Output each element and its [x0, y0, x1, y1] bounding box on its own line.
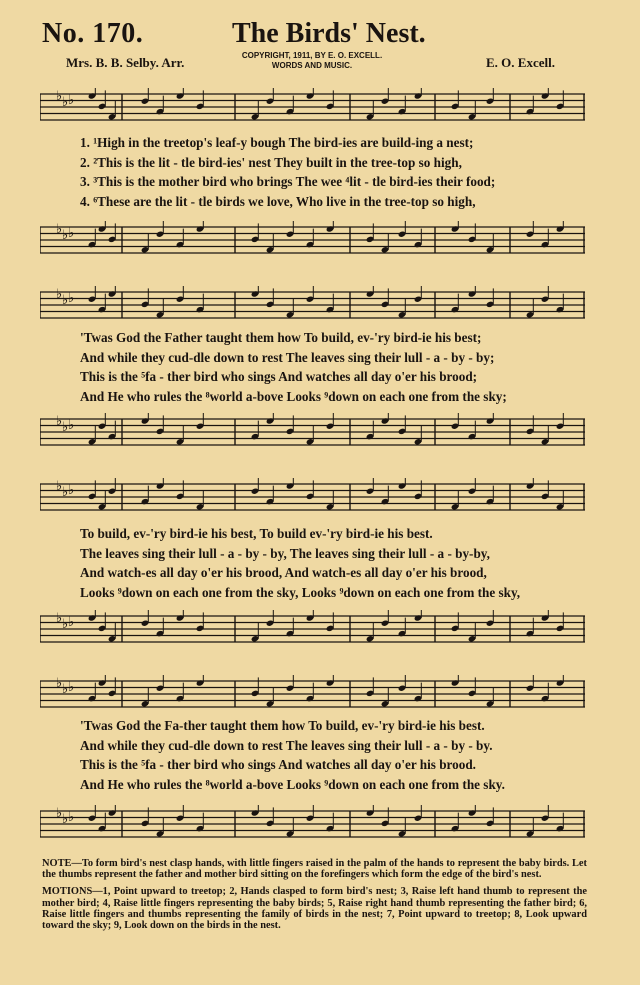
lyric-line: And while they cud-dle down to rest The leaves sing their lull - a - by - by; [80, 349, 495, 365]
lyric-line: And while they cud-dle down to rest The leaves sing their lull - a - by - by. [80, 737, 493, 753]
flat-sign: ♭ [68, 291, 75, 306]
flat-sign: ♭ [68, 483, 75, 498]
flat-sign: ♭ [56, 89, 63, 104]
lyric-line: And He who rules the ⁸world a-bove Looks ⁹down on each one from the sky. [80, 776, 505, 792]
lyric-line: The leaves sing their lull - a - by - by, The leaves sing their lull - a - by-by, [80, 545, 490, 561]
flat-sign: ♭ [56, 676, 63, 691]
flat-sign: ♭ [56, 222, 63, 237]
flat-sign: ♭ [68, 418, 75, 433]
lyric-line: 'Twas God the Fa-ther taught them how To build, ev-'ry bird-ie his best. [80, 718, 485, 733]
flat-sign: ♭ [62, 617, 69, 632]
flat-sign: ♭ [62, 812, 69, 827]
lyric-line: Looks ⁹down on each one from the sky, Looks ⁹down on each one from the sky, [80, 584, 521, 600]
lyric-line: This is the ⁵fa - ther bird who sings And watches all day o'er his brood; [80, 369, 478, 384]
motions-paragraph: MOTIONS—1, Point upward to treetop; 2, Hands clasped to form bird's nest; 3, Raise left hand thumb to represent the mother bird; 4, Raise little fingers representing the baby birds; 5, Raise right hand thumb representing the father bird; 6, Raise little fingers and thumbs representing the family of birds in the nest; 7, Point upward to treetop; 8, Look upward toward the sky; 9, Look down on the birds in the nest. [42, 886, 587, 932]
flat-sign: ♭ [62, 420, 69, 435]
lyric-line: And He who rules the ⁸world a-bove Looks ⁹down on each one from the sky; [80, 388, 507, 404]
copyright [222, 51, 402, 71]
flat-sign: ♭ [56, 287, 63, 302]
lyric-line: 4. ⁶These are the lit - tle birds we love, Who live in the tree-top so high, [80, 193, 476, 209]
lyric-line: 'Twas God the Father taught them how To build, ev-'ry bird-ie his best; [80, 330, 482, 345]
lyrics-block-4 [80, 716, 600, 794]
lyric-line: 3. ³This is the mother bird who brings The wee ⁴lit - tle bird-ies their food; [80, 174, 496, 189]
flat-sign: ♭ [68, 680, 75, 695]
treble-staff-2 [40, 286, 585, 326]
copyright-line-2: WORDS AND MUSIC. [271, 61, 353, 70]
lyrics-block-1 [80, 133, 600, 211]
arranger: Mrs. B. B. Selby. Arr. [66, 55, 185, 70]
flat-sign: ♭ [68, 810, 75, 825]
lyrics-block-2 [80, 328, 600, 406]
flat-sign: ♭ [62, 228, 69, 243]
flat-sign: ♭ [56, 806, 63, 821]
copyright-line-1: COPYRIGHT, 1911, BY E. O. EXCELL. [241, 51, 383, 60]
lyric-line: 1. ¹High in the treetop's leaf-y bough The bird-ies are build-ing a nest; [80, 135, 474, 150]
bass-staff-1 [40, 221, 585, 261]
hymn-title: The Birds' Nest. [232, 18, 426, 49]
treble-staff-1 [40, 88, 585, 128]
music-system-2 [40, 272, 585, 467]
lyrics-block-3 [80, 524, 600, 602]
treble-staff-3 [40, 478, 585, 518]
flat-sign: ♭ [68, 93, 75, 108]
music-system-3 [40, 466, 585, 661]
lyric-line: 2. ²This is the lit - tle bird-ies' nest They built in the tree-top so high, [80, 154, 462, 170]
bass-staff-3 [40, 610, 585, 650]
flat-sign: ♭ [62, 293, 69, 308]
note-paragraph: NOTE—To form bird's nest clasp hands, with little fingers raised in the palm of the hands to represent the baby birds. Let the thumbs represent the father and mother bird sitting on the forefingers which form the edge of the bird's nest. [42, 858, 587, 881]
flat-sign: ♭ [68, 226, 75, 241]
bass-staff-2 [40, 413, 585, 453]
flat-sign: ♭ [62, 682, 69, 697]
music-system-4 [40, 660, 585, 855]
composer: E. O. Excell. [486, 55, 555, 70]
treble-staff-4 [40, 675, 585, 715]
lyric-line: And watch-es all day o'er his brood, And watch-es all day o'er his brood, [80, 565, 487, 580]
flat-sign: ♭ [68, 615, 75, 630]
bass-staff-4 [40, 805, 585, 845]
performance-notes [42, 858, 587, 937]
lyric-line: This is the ⁵fa - ther bird who sings And watches all day o'er his brood. [80, 757, 476, 772]
flat-sign: ♭ [56, 479, 63, 494]
flat-sign: ♭ [62, 485, 69, 500]
flat-sign: ♭ [62, 95, 69, 110]
lyric-line: To build, ev-'ry bird-ie his best, To build ev-'ry bird-ie his best. [80, 526, 433, 541]
music-system-1 [40, 78, 585, 273]
flat-sign: ♭ [56, 414, 63, 429]
hymn-number: No. 170. [42, 18, 144, 49]
flat-sign: ♭ [56, 611, 63, 626]
